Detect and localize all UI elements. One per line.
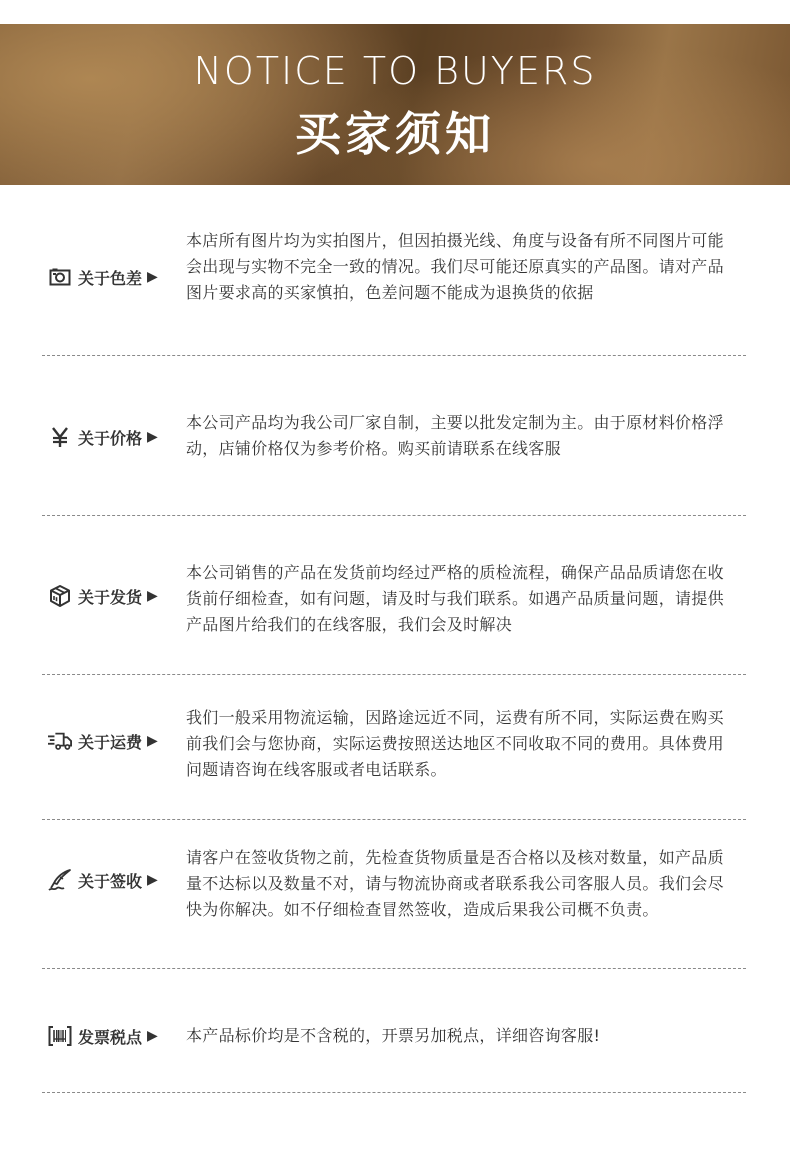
header-banner: [0, 24, 790, 185]
arrow-right-icon: ▶: [147, 1028, 158, 1044]
section-label-text: 关于运费: [78, 732, 143, 752]
section-body: 我们一般采用物流运输，因路途远近不同，运费有所不同，实际运费在购买前我们会与您协商，实际运费按照送达地区不同收取不同的费用。具体费用问题请咨询在线客服或者电话联系。: [186, 708, 724, 779]
section-body: 本公司产品均为我公司厂家自制，主要以批发定制为主。由于原材料价格浮动，店铺价格仅为参考价格。购买前请联系在线客服: [186, 413, 724, 458]
signature-pen-icon: [48, 868, 72, 892]
divider: [42, 515, 746, 516]
section-label: [48, 1022, 158, 1050]
section-label: [48, 423, 158, 451]
camera-icon: [48, 265, 72, 289]
section-label: [48, 727, 158, 755]
divider: [42, 674, 746, 675]
package-icon: [48, 584, 72, 608]
divider: [42, 968, 746, 969]
arrow-right-icon: ▶: [147, 588, 158, 604]
section-body: 本公司销售的产品在发货前均经过严格的质检流程，确保产品品质请您在收货前仔细检查，如有问题，请及时与我们联系。如遇产品质量问题，请提供产品图片给我们的在线客服，我们会及时解决: [186, 563, 724, 634]
section-body: 请客户在签收货物之前，先检查货物质量是否合格以及核对数量，如产品质量不达标以及数量不对，请与物流协商或者联系我公司客服人员。我们会尽快为你解决。如不仔细检查冒然签收，造成后果我公司概不负责。: [186, 848, 724, 919]
section-label: [48, 582, 158, 610]
divider: [42, 1092, 746, 1093]
section-label-text: 关于发货: [78, 587, 143, 607]
invoice-barcode-icon: [48, 1024, 72, 1048]
section-label-text: 关于价格: [78, 428, 143, 448]
arrow-right-icon: ▶: [147, 733, 158, 749]
section-label-text: 发票税点: [78, 1027, 143, 1047]
section-body: 本产品标价均是不含税的，开票另加税点，详细咨询客服!: [186, 1026, 601, 1045]
section-label: [48, 866, 158, 894]
section-body: 本店所有图片均为实拍图片，但因拍摄光线、角度与设备有所不同图片可能会出现与实物不完全一致的情况。我们尽可能还原真实的产品图。请对产品图片要求高的买家慎拍，色差问题不能成为退换货的依据: [186, 231, 724, 302]
arrow-right-icon: ▶: [147, 269, 158, 285]
delivery-truck-icon: [48, 729, 72, 753]
banner-title-cn: 买家须知: [295, 107, 495, 161]
banner-title-en: NOTICE TO BUYERS: [193, 49, 597, 93]
divider: [42, 355, 746, 356]
yen-icon: [48, 425, 72, 449]
section-label-text: 关于签收: [78, 871, 143, 891]
section-label: [48, 263, 158, 291]
divider: [42, 819, 746, 820]
arrow-right-icon: ▶: [147, 872, 158, 888]
section-label-text: 关于色差: [78, 268, 143, 288]
arrow-right-icon: ▶: [147, 429, 158, 445]
